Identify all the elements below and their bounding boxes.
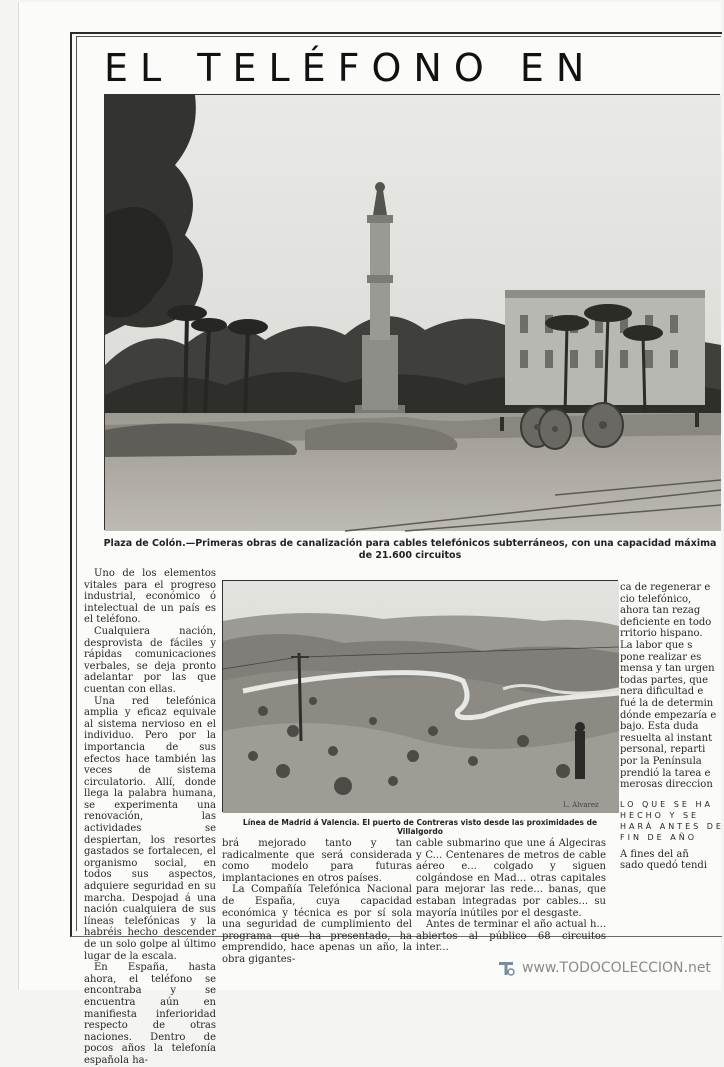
text-line: por la Península bbox=[620, 755, 702, 767]
photo-plaza-illustration bbox=[105, 95, 721, 531]
text-line: sado quedó tendi bbox=[620, 860, 708, 872]
text-line: merosas direccion bbox=[620, 779, 713, 791]
watermark bbox=[496, 958, 711, 978]
section-subheading: HECHO Y SE bbox=[620, 810, 700, 820]
text-line: personal, reparti bbox=[620, 744, 706, 756]
photo-signature: L. Alvarez bbox=[563, 801, 599, 809]
text-line: dónde empezaría e bbox=[620, 709, 717, 721]
headline: EL TELÉFONO EN bbox=[104, 46, 597, 90]
text-line: deficiente en todo bbox=[620, 616, 712, 628]
article-column-4 bbox=[620, 582, 724, 930]
text-line: todas partes, que bbox=[620, 674, 709, 686]
section-subheading: HARÁ ANTES DE bbox=[620, 821, 724, 831]
caption-title: Plaza de Colón. bbox=[103, 538, 186, 549]
todocoleccion-logo-icon bbox=[496, 958, 516, 978]
text-line: ahora tan rezag bbox=[620, 605, 701, 617]
text-line: prendió la tarea e bbox=[620, 767, 711, 779]
text-line: mensa y tan urgen bbox=[620, 663, 715, 675]
section-subheading: FIN DE AÑO bbox=[620, 832, 697, 842]
photo-plaza-de-colon bbox=[104, 94, 720, 530]
text-line: pone realizar es bbox=[620, 651, 702, 663]
text-line: rritorio hispano. bbox=[620, 628, 703, 640]
article-column-2 bbox=[222, 838, 412, 965]
text-line: ca de regenerar e bbox=[620, 582, 711, 593]
paragraph: Una red telefónica amplia y eficaz equivale al sistema nervioso en el individuo. Pero por la importancia de sus efectos hace también las veces de sistema circulatorio. Allí, donde llega la palabra humana, se experimenta una renovación, las actividades se despiertan, los resortes gastados se fortalecen, el organismo social, en todos sus aspectos, adquiere seguridad en su marcha. Despojad á una nación cualquiera de sus líneas telefónicas y la habréis hecho descender de un solo golpe al último lugar de la escala. bbox=[84, 695, 216, 962]
text-line: bajo. Esta duda bbox=[620, 721, 699, 733]
paragraph: Uno de los elementos vitales para el progreso industrial, económico ó intelectual de un país es el teléfono. bbox=[84, 568, 216, 626]
photo-puerto-de-contreras bbox=[222, 580, 618, 812]
article-column-1 bbox=[84, 568, 216, 1066]
paragraph: Cualquiera nación, desprovista de fáciles y rápidas comunicaciones verbales, se deja pronto adelantar por las que cuentan con ellas. bbox=[84, 625, 216, 695]
photo-contreras-caption: Línea de Madrid á Valencia. El puerto de Contreras visto desde las proximidades de Villalgordo bbox=[242, 818, 598, 836]
text-line: A fines del añ bbox=[620, 848, 689, 860]
paragraph: cable submarino que une á Algeciras y C... Centenares de metros de cable aéreo e... colgado y siguen colgándose en Mad... otras capitales para mejorar las rede... banas, que estaban integradas por cables... su mayoría inútiles por el desgaste. bbox=[416, 838, 606, 919]
text-line: fué la de determin bbox=[620, 697, 714, 709]
text-line: La labor que s bbox=[620, 639, 693, 651]
paragraph: Antes de terminar el año actual h... abiertos al público 68 circuitos inter... bbox=[416, 919, 606, 954]
article-column-3 bbox=[416, 838, 606, 954]
paragraph: brá mejorado tanto y tan radicalmente que será considerada como modelo para futuras implantaciones en otros países. bbox=[222, 838, 412, 884]
paragraph: La Compañía Telefónica Nacional de España, cuya capacidad económica y técnica es por sí sola una seguridad de cumplimiento del programa que ha presentado, ha emprendido, hace apenas un año, la obra gigantes- bbox=[222, 884, 412, 965]
photo-landscape-illustration bbox=[223, 581, 619, 813]
caption-text: —Primeras obras de canalización para cables telefónicos subterráneos, con una capacidad máxima de 21.600 circuitos bbox=[185, 538, 717, 561]
paragraph: En España, hasta ahora, el teléfono se encontraba y se encuentra aún en manifiesta inferioridad respecto de otras naciones. Dentro de pocos años la telefonía española ha- bbox=[84, 962, 216, 1066]
watermark-text: www.TODOCOLECCION.net bbox=[522, 960, 711, 976]
section-subheading: LO QUE SE HA bbox=[620, 799, 713, 809]
text-line: resuelta al instant bbox=[620, 732, 713, 744]
text-line: nera dificultad e bbox=[620, 686, 704, 698]
text-line: cio telefónico, bbox=[620, 593, 692, 605]
photo-plaza-caption bbox=[100, 538, 720, 562]
